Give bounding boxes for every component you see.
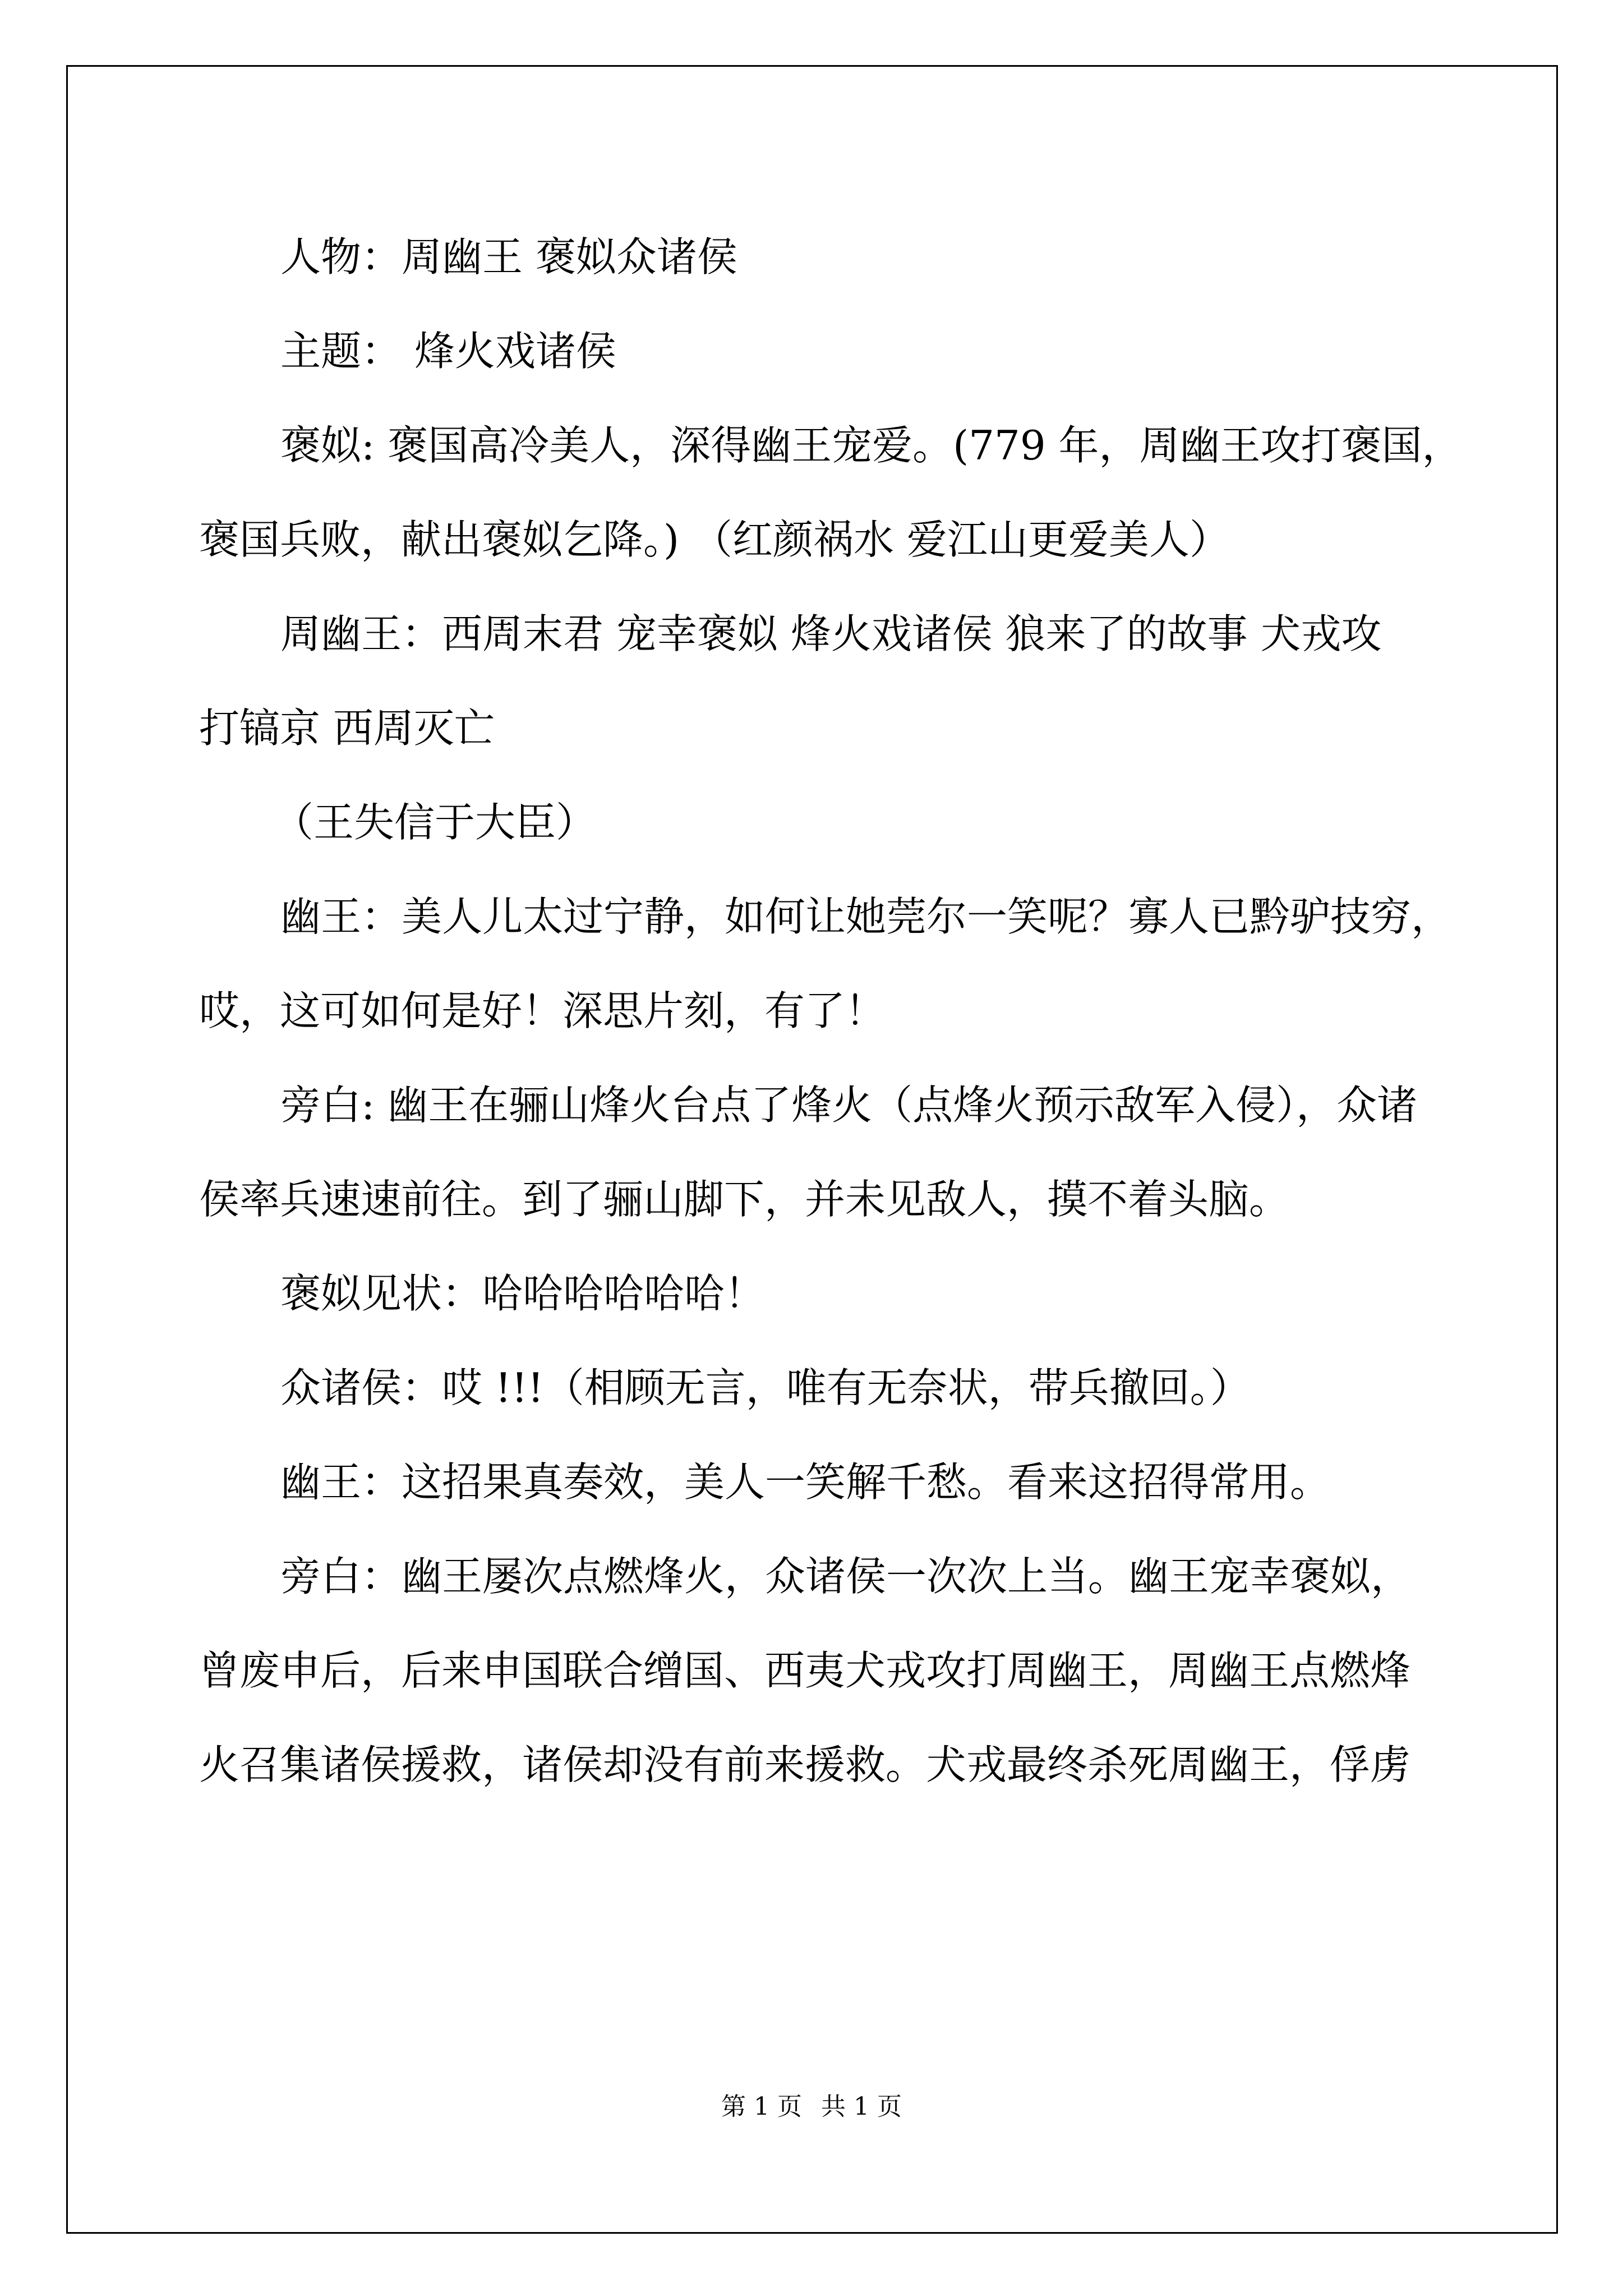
text-line: 周幽王：西周末君 宠幸褒姒 烽火戏诸侯 狼来了的故事 犬戎攻 [280,610,1382,657]
paragraph-characters [199,210,1483,304]
paragraph-baosi [199,398,1483,587]
text-line: （王失信于大臣） [273,799,597,846]
paragraph-theme [199,304,1483,398]
text-line: 幽王：美人儿太过宁静，如何让她莞尔一笑呢？寡人已黔驴技穷， [280,893,1452,940]
paragraph-youwang-2 [199,1435,1483,1529]
text-line: 幽王：这招果真奏效，美人一笑解千愁。看来这招得常用。 [280,1458,1331,1506]
page-footer [0,2090,1623,2124]
paragraph-baosi-laugh [199,1246,1483,1341]
paragraph-narration-2 [199,1529,1483,1812]
page-number: 第 1 页 [721,2092,802,2121]
text-line: 侯率兵速速前往。到了骊山脚下，并未见敌人，摸不着头脑。 [199,1176,1290,1223]
text-line: 旁白：幽王屡次点燃烽火，众诸侯一次次上当。幽王宠幸褒姒， [280,1553,1412,1600]
document-body [199,210,1483,1812]
page-total: 共 1 页 [821,2092,902,2121]
text-line: 褒姒: 褒国高冷美人，深得幽王宠爱。(779 年，周幽王攻打褒国， [280,422,1463,469]
text-line: 褒姒见状：哈哈哈哈哈哈！ [280,1270,766,1317]
paragraph-zhou-youwang [199,587,1483,775]
paragraph-note [199,775,1483,869]
text-line: 褒国兵败，献出褒姒乞降。) （红颜祸水 爱江山更爱美人） [199,516,1230,563]
text-line: 曾废申后，后来申国联合缯国、西夷犬戎攻打周幽王，周幽王点燃烽 [199,1647,1411,1694]
text-line: 人物：周幽王 褒姒众诸侯 [280,233,737,280]
paragraph-narration-1 [199,1058,1483,1246]
text-line: 火召集诸侯援救，诸侯却没有前来援救。犬戎最终杀死周幽王，俘虏 [199,1741,1411,1788]
text-line: 旁白: 幽王在骊山烽火台点了烽火（点烽火预示敌军入侵），众诸 [280,1082,1418,1129]
text-line: 打镐京 西周灭亡 [199,705,495,752]
text-line: 主题： 烽火戏诸侯 [280,328,616,375]
text-line: 众诸侯：哎 !!!（相顾无言，唯有无奈状，带兵撤回。） [280,1364,1251,1411]
paragraph-lords [199,1341,1483,1435]
paragraph-youwang-1 [199,869,1483,1058]
text-line: 哎，这可如何是好！深思片刻，有了！ [199,987,886,1034]
